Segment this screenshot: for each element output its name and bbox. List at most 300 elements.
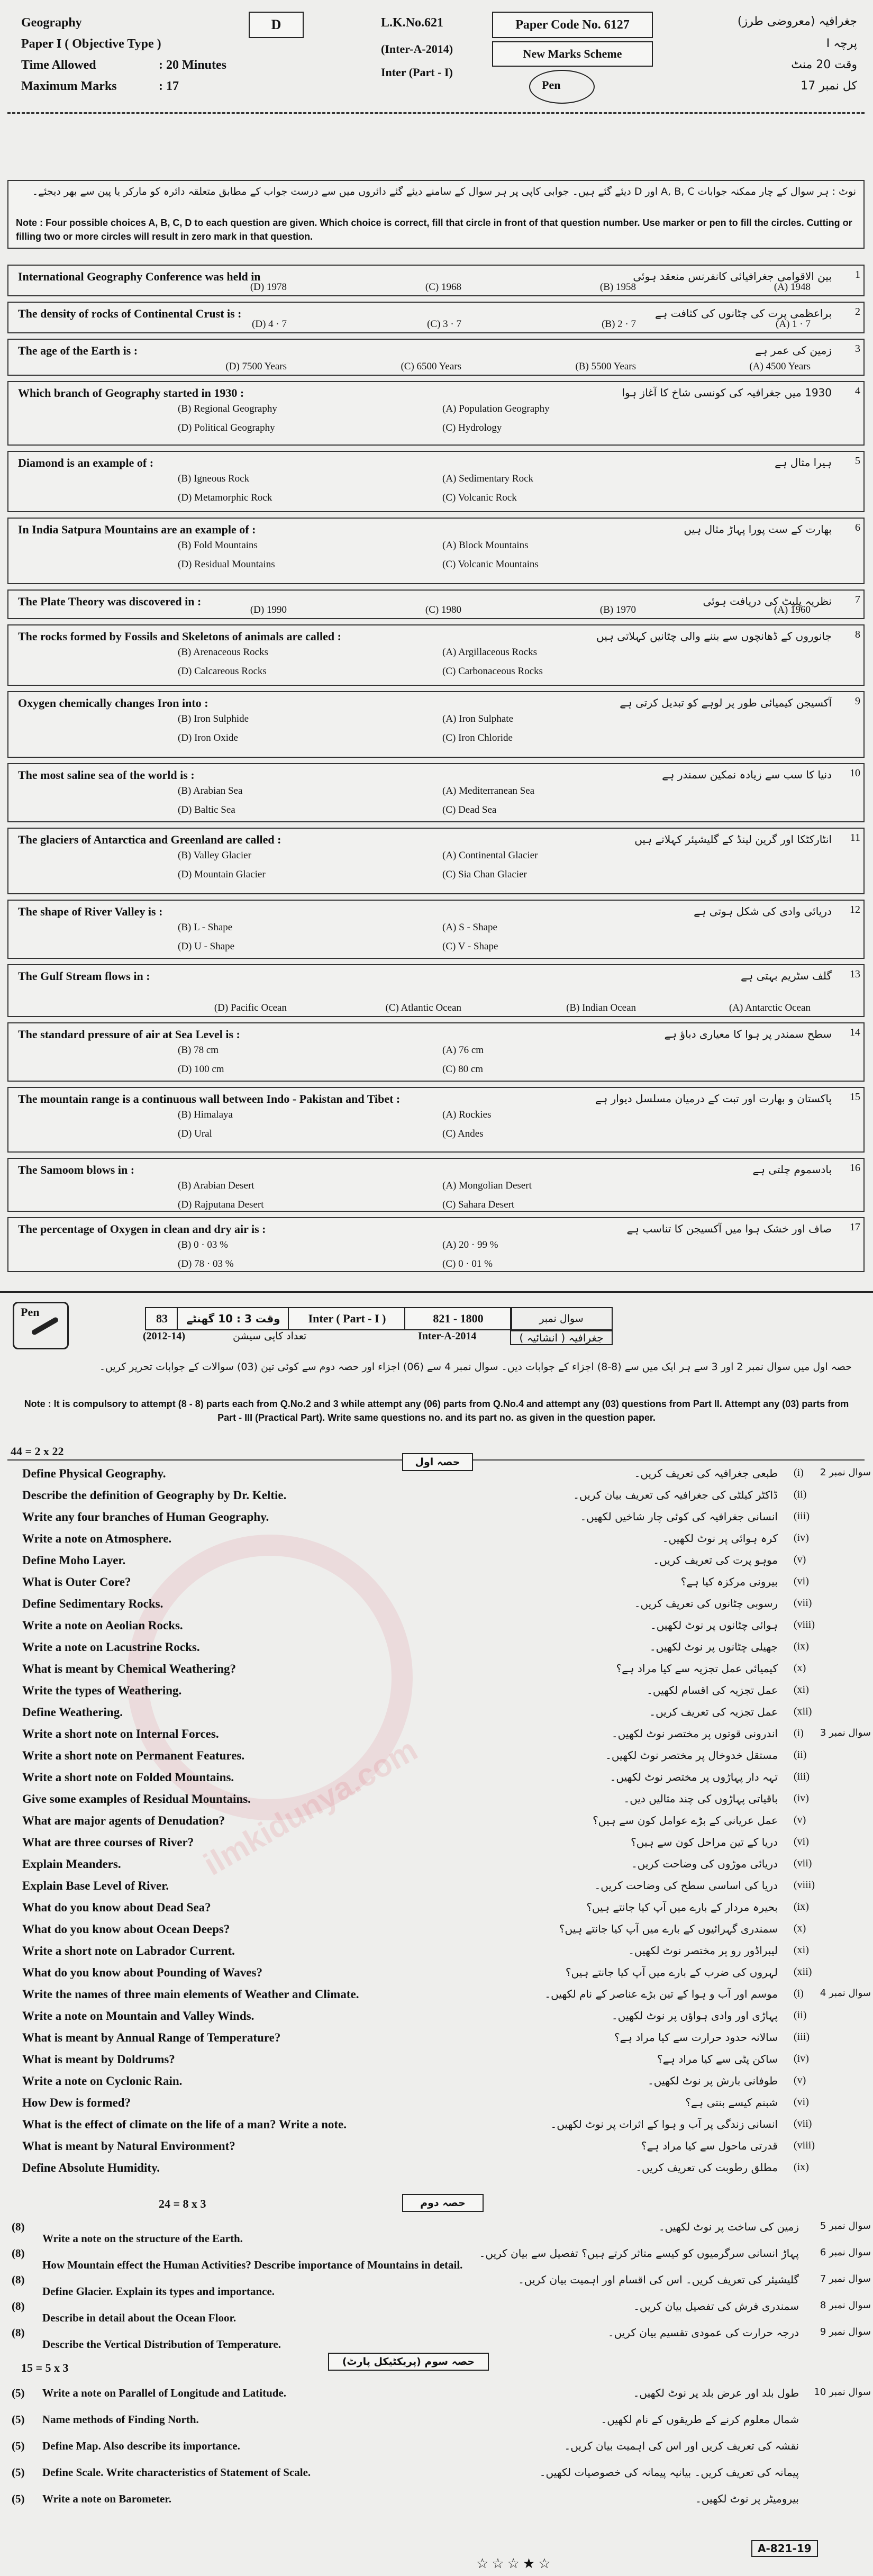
mcq-option[interactable]: (C) 0 · 01 % [442, 1258, 493, 1269]
short-question-ur: بحیرہ مردار کے بارے میں آپ کیا جانتے ہیں؟ [586, 1901, 778, 1913]
short-question-en: How Dew is formed? [22, 2096, 131, 2109]
mcq-option[interactable]: (B) Arenaceous Rocks [178, 647, 268, 658]
short-question-roman: (iii) [794, 1771, 810, 1782]
question-number: سوال نمبر 8 [820, 2300, 871, 2311]
mcq-number: 1 [855, 269, 860, 280]
mcq-item [7, 1022, 865, 1082]
short-question-en: Write a note on Cyclonic Rain. [22, 2074, 183, 2088]
short-question-en: Define Absolute Humidity. [22, 2161, 160, 2174]
mcq-option[interactable]: (D) U - Shape [178, 941, 235, 952]
mcq-question-en: The mountain range is a continuous wall between Indo - Pakistan and Tibet : [18, 1092, 401, 1105]
short-question-roman: (viii) [794, 1619, 815, 1630]
short-question-roman: (ix) [794, 1901, 809, 1912]
mcq-question-ur: صاف اور خشک ہوا میں آکسیجن کا تناسب ہے [626, 1222, 832, 1235]
mcq-number: 11 [850, 832, 860, 843]
note-box [7, 180, 865, 249]
mcq-number: 12 [850, 904, 860, 915]
short-question-roman: (i) [794, 1467, 804, 1479]
mcq-option[interactable]: (C) Dead Sea [442, 804, 497, 815]
section2-title: حصہ دوم [402, 2194, 484, 2212]
part-divider [0, 1291, 873, 1293]
mcq-question-en: Oxygen chemically changes Iron into : [18, 696, 208, 710]
short-question-ur: بیرونی مرکزہ کیا ہے؟ [680, 1575, 778, 1588]
part2-note-urdu: حصہ اول میں سوال نمبر 2 اور 3 سے ہر ایک میں سے (8-8) اجزاء کے جوابات دیں۔ سوال نمبر 4 سے (06) اجزاء اور حصہ دوم سے کوئی تین (03) سوالات کے جوابات تحریر کریں۔ [99, 1361, 852, 1373]
long-question-ur: گلیشیئر کی تعریف کریں۔ اس کی اقسام اور اہمیت بیان کریں۔ [518, 2273, 799, 2286]
pen-icon [31, 1317, 59, 1336]
mcq-question-en: The shape of River Valley is : [18, 905, 163, 918]
long-question-ur: سمندری فرش کی تفصیل بیان کریں۔ [633, 2300, 799, 2312]
pen-stamp [529, 70, 595, 104]
mcq-option[interactable]: (D) Metamorphic Rock [178, 492, 272, 503]
mcq-number: 14 [850, 1027, 860, 1038]
short-question-ur: باقیاتی پہاڑوں کی چند مثالیں دیں۔ [623, 1792, 778, 1805]
short-question-ur: عمل عریانی کے بڑے عوامل کون سے ہیں؟ [593, 1814, 778, 1827]
short-question-en: Explain Base Level of River. [22, 1879, 169, 1892]
mcq-option[interactable]: (C) Carbonaceous Rocks [442, 666, 543, 677]
mcq-question-ur: بادسموم چلتی ہے [752, 1163, 832, 1176]
pen-logo-2 [13, 1302, 69, 1349]
mcq-option[interactable]: (C) Sia Chan Glacier [442, 869, 527, 880]
short-question-en: Write a note on Atmosphere. [22, 1532, 172, 1545]
short-question-ur: دریا کی اساسی سطح کی وضاحت کریں۔ [594, 1879, 778, 1892]
section3-marks: 15 = 5 x 3 [21, 2361, 69, 2374]
group-box: D [249, 12, 304, 38]
note-urdu: نوٹ : ہر سوال کے چار ممکنہ جوابات A, B, C اور D دیئے گئے ہیں۔ جوابی کاپی پر ہر سوال کے سامنے دیئے گئے دائروں میں سے درست جواب کے مطابق متعلقہ دائرہ کو مارکر یا پین سے بھر دیجئے۔ [32, 186, 856, 197]
mcq-option[interactable]: (A) Block Mountains [442, 540, 529, 551]
mcq-option[interactable]: (C) Andes [442, 1128, 484, 1139]
mcq-option[interactable]: (C) V - Shape [442, 941, 498, 952]
section3-title: حصہ سوم (پریکٹیکل پارٹ) [328, 2353, 489, 2371]
mcq-option[interactable]: (A) Continental Glacier [442, 850, 538, 861]
short-question-ur: ساکن پٹی سے کیا مراد ہے؟ [657, 2053, 778, 2065]
short-question-en: What do you know about Ocean Deeps? [22, 1922, 230, 1936]
mcq-question-en: The glaciers of Antarctica and Greenland are called : [18, 833, 281, 846]
short-question-roman: (ii) [794, 1749, 807, 1761]
short-question-roman: (iii) [794, 2031, 810, 2043]
mcq-question-ur: بھارت کے ست پورا پہاڑ مثال ہیں [684, 523, 832, 536]
short-question-ur: ڈاکٹر کیلٹی کی جغرافیہ کی تعریف بیان کریں۔ [573, 1489, 778, 1501]
short-question-roman: (viii) [794, 1879, 815, 1891]
mcq-option[interactable]: (A) Population Geography [442, 403, 550, 414]
practical-question-marks: (5) [12, 2492, 25, 2505]
short-question-en: Write a note on Mountain and Valley Winds. [22, 2009, 254, 2022]
mcq-option[interactable]: (D) 7500 Years [225, 361, 287, 372]
short-question-en: What do you know about Pounding of Waves? [22, 1966, 262, 1979]
mcq-question-ur: زمین کی عمر ہے [755, 344, 832, 357]
mcq-option[interactable]: (C) Hydrology [442, 422, 502, 433]
inter-year-2: Inter-A-2014 [418, 1330, 477, 1342]
long-question-marks: (8) [12, 2326, 25, 2339]
long-question-en: Define Glacier. Explain its types and importance. [42, 2285, 275, 2298]
short-question-ur: مطلق رطوبت کی تعریف کریں۔ [635, 2161, 778, 2174]
paper-label: Paper I ( Objective Type ) [21, 37, 161, 51]
short-question-ur: موہو پرت کی تعریف کریں۔ [653, 1554, 778, 1566]
mcq-question-en: The Plate Theory was discovered in : [18, 595, 202, 608]
short-question-ur: انسانی زندگی پر آب و ہوا کے اثرات پر نوٹ لکھیں۔ [550, 2118, 778, 2130]
short-question-en: What are major agents of Denudation? [22, 1814, 225, 1827]
mcq-option[interactable]: (C) 1968 [425, 282, 461, 293]
practical-question-en: Write a note on Barometer. [42, 2492, 171, 2505]
part-label: Inter (Part - I) [381, 66, 453, 79]
mcq-option[interactable]: (D) Residual Mountains [178, 559, 275, 570]
short-question-ur: کرہ ہوائی پر نوٹ لکھیں۔ [662, 1532, 778, 1545]
note-english: Note : Four possible choices A, B, C, D to each question are given. Which choice is correct, fill that circle in front of that question number. Use marker or pen to fill the circles. Cutting or filling two or more circles will result in zero mark in that question. [16, 217, 852, 242]
short-question-roman: (vii) [794, 2118, 812, 2129]
short-question-ur: عمل تجزیہ کی اقسام لکھیں۔ [647, 1684, 778, 1697]
mcq-question-en: The Samoom blows in : [18, 1163, 135, 1176]
long-question-marks: (8) [12, 2300, 25, 2312]
short-question-en: Explain Meanders. [22, 1857, 121, 1871]
mcq-option[interactable]: (A) 1 · 7 [776, 319, 811, 330]
short-question-ur: تہہ دار پہاڑوں پر مختصر نوٹ لکھیں۔ [610, 1771, 778, 1783]
mcq-option[interactable]: (D) Ural [178, 1128, 212, 1139]
mcq-option[interactable]: (C) 3 · 7 [427, 319, 461, 330]
mcq-option[interactable]: (A) Sedimentary Rock [442, 473, 534, 484]
mcq-item [7, 1087, 865, 1153]
mcq-question-en: The standard pressure of air at Sea Level is : [18, 1028, 240, 1041]
mcq-item [7, 339, 865, 376]
mcq-option[interactable]: (B) Arabian Sea [178, 785, 243, 796]
mcq-item [7, 624, 865, 686]
question-number: سوال نمبر 2 [820, 1467, 871, 1478]
mcq-number: 10 [850, 767, 860, 779]
long-question-en: Write a note on the structure of the Earth. [42, 2232, 243, 2245]
mcq-question-ur: ہیرا مثال ہے [775, 456, 832, 469]
pen-logo-2-text: Pen [21, 1305, 40, 1319]
mcq-item [7, 1158, 865, 1212]
mcq-number: 2 [855, 306, 860, 318]
mcq-option[interactable]: (B) Regional Geography [178, 403, 277, 414]
question-number: سوال نمبر 10 [814, 2387, 871, 2398]
mcq-option[interactable]: (B) 1958 [599, 282, 636, 293]
mcq-item [7, 900, 865, 959]
mcq-option[interactable]: (D) 4 · 7 [252, 319, 287, 330]
mcq-option[interactable]: (A) 20 · 99 % [442, 1239, 498, 1250]
mcq-question-en: The age of the Earth is : [18, 344, 138, 357]
long-question-ur: پہاڑ انسانی سرگرمیوں کو کیسے متاثر کرتے ہیں؟ تفصیل سے بیان کریں۔ [479, 2247, 799, 2260]
part2-note-english: Note : It is compulsory to attempt (8 - 8) parts each from Q.No.2 and 3 while attempt any (06) parts from Q.No.4 and attempt any (03) questions from Part II. Attempt any (03) parts from Part - III (Practical Part). Write same questions no. and its part no. as given in the question paper. [24, 1399, 849, 1423]
mcq-item [7, 828, 865, 894]
mcq-number: 13 [850, 968, 860, 980]
long-question-en: Describe in detail about the Ocean Floor. [42, 2311, 237, 2324]
short-question-ur: موسم اور آب و ہوا کے تین بڑے عناصر کے نام لکھیں۔ [544, 1988, 778, 2000]
mcq-question-ur: گلف سٹریم بہتی ہے [740, 969, 832, 982]
mcq-option[interactable]: (A) 4500 Years [749, 361, 811, 372]
short-question-ur: طوفانی بارش پر نوٹ لکھیں۔ [648, 2074, 778, 2087]
short-question-roman: (vi) [794, 2096, 809, 2108]
short-question-ur: سمندری گہرائیوں کے بارے میں آپ کیا جانتے ہیں؟ [559, 1922, 778, 1935]
short-question-en: Define Weathering. [22, 1706, 123, 1719]
mcq-option[interactable]: (D) 78 · 03 % [178, 1258, 234, 1269]
question-number: سوال نمبر 5 [820, 2220, 871, 2232]
section2-marks: 24 = 8 x 3 [159, 2197, 206, 2210]
long-question-marks: (8) [12, 2247, 25, 2260]
time-label: Time Allowed [21, 58, 96, 72]
mcq-question-ur: دریائی وادی کی شکل ہوتی ہے [694, 905, 832, 918]
mcq-question-en: Diamond is an example of : [18, 456, 154, 469]
mcq-question-en: The Gulf Stream flows in : [18, 969, 150, 983]
mcq-question-en: The most saline sea of the world is : [18, 768, 195, 782]
short-question-en: Define Sedimentary Rocks. [22, 1597, 163, 1610]
mcq-item [7, 381, 865, 446]
mcq-question-en: The rocks formed by Fossils and Skeletons of animals are called : [18, 630, 341, 643]
ur-time: وقت 20 منٹ [791, 58, 857, 71]
short-question-roman: (xi) [794, 1684, 809, 1695]
long-question-marks: (8) [12, 2220, 25, 2233]
mcq-option[interactable]: (D) Pacific Ocean [214, 1002, 287, 1013]
short-question-ur: دریا کے تین مراحل کون سے ہیں؟ [631, 1836, 778, 1848]
short-question-roman: (ii) [794, 2009, 807, 2021]
mcq-option[interactable]: (C) 6500 Years [401, 361, 461, 372]
mcq-option[interactable]: (B) Valley Glacier [178, 850, 251, 861]
short-question-en: Define Physical Geography. [22, 1467, 166, 1480]
mcq-number: 9 [855, 695, 860, 707]
short-question-en: What is Outer Core? [22, 1575, 131, 1589]
short-question-roman: (ix) [794, 2161, 809, 2173]
short-question-roman: (xii) [794, 1966, 812, 1978]
mcq-question-ur: براعظمی پرت کی چٹانوں کی کثافت ہے [654, 307, 832, 320]
practical-question-en: Define Scale. Write characteristics of Statement of Scale. [42, 2466, 311, 2479]
watermark-text: ilmkidunya.com [197, 1731, 423, 1882]
mcq-question-ur: پاکستان و بھارت اور تبت کے درمیان مسلسل دیوار ہے [595, 1092, 832, 1105]
short-question-ur: کیمیائی عمل تجزیہ سے کیا مراد ہے؟ [616, 1662, 778, 1675]
question-number: سوال نمبر 4 [820, 1988, 871, 1999]
question-number: سوال نمبر 3 [820, 1727, 871, 1738]
mcq-question-ur: بین الاقوامی جغرافیائی کانفرنس منعقد ہوئی [633, 270, 832, 283]
short-question-ur: طبعی جغرافیہ کی تعریف کریں۔ [634, 1467, 778, 1480]
subject-urdu-2: جغرافیہ ( انشائیہ ) [510, 1330, 613, 1345]
short-question-ur: شبنم کیسے بنتی ہے؟ [685, 2096, 778, 2109]
mcq-number: 5 [855, 455, 860, 467]
short-question-ur: مستقل خدوخال پر مختصر نوٹ لکھیں۔ [605, 1749, 778, 1762]
mcq-option[interactable]: (C) Iron Chloride [442, 732, 513, 743]
short-question-ur: لہروں کی ضرب کے بارے میں آپ کیا جانتے ہیں؟ [565, 1966, 778, 1979]
mcq-question-en: Which branch of Geography started in 1930 : [18, 386, 244, 400]
mcq-number: 8 [855, 629, 860, 640]
ur-paper: پرچہ I [826, 37, 857, 50]
lk-number: L.K.No.621 [381, 16, 444, 30]
mcq-item [7, 691, 865, 758]
section-box: سوال نمبر [510, 1307, 613, 1330]
mcq-option[interactable]: (B) Fold Mountains [178, 540, 258, 551]
mcq-question-ur: انٹارکٹکا اور گرین لینڈ کے گلیشیئر کہلاتے ہیں [634, 833, 832, 846]
mcq-option[interactable]: (D) Mountain Glacier [178, 869, 266, 880]
short-question-roman: (v) [794, 2074, 806, 2086]
section1-marks: 44 = 2 x 22 [11, 1445, 64, 1458]
mcq-option[interactable]: (A) Rockies [442, 1109, 492, 1120]
practical-question-ur: طول بلد اور عرض بلد پر نوٹ لکھیں۔ [633, 2387, 799, 2399]
mcq-option[interactable]: (B) 5500 Years [575, 361, 636, 372]
short-question-en: Write a note on Aeolian Rocks. [22, 1619, 183, 1632]
mcq-item [7, 451, 865, 512]
short-question-en: What is the effect of climate on the life of a man? Write a note. [22, 2118, 347, 2131]
mcq-question-ur: سطح سمندر پر ہوا کا معیاری دباؤ ہے [664, 1028, 832, 1040]
short-question-en: Write any four branches of Human Geography. [22, 1510, 269, 1523]
short-question-roman: (vi) [794, 1575, 809, 1587]
mcq-question-ur: دنیا کا سب سے زیادہ نمکین سمندر ہے [662, 768, 832, 781]
lk-box: 821 - 1800 [404, 1307, 512, 1330]
mcq-option[interactable]: (D) Iron Oxide [178, 732, 238, 743]
short-question-en: Give some examples of Residual Mountains. [22, 1792, 251, 1806]
mcq-number: 3 [855, 343, 860, 355]
short-question-roman: (vi) [794, 1836, 809, 1847]
short-question-ur: ہوائی چٹانوں پر نوٹ لکھیں۔ [650, 1619, 778, 1631]
mcq-option[interactable]: (D) 1990 [250, 604, 287, 615]
mcq-option[interactable]: (B) 1970 [599, 604, 636, 615]
short-question-roman: (ix) [794, 1640, 809, 1652]
mcq-option[interactable]: (B) Indian Ocean [566, 1002, 636, 1013]
short-question-roman: (iv) [794, 2053, 809, 2064]
practical-question-marks: (5) [12, 2439, 25, 2452]
short-question-roman: (xi) [794, 1944, 809, 1956]
mcq-question-en: International Geography Conference was held in [18, 270, 261, 283]
mcq-option[interactable]: (A) Antarctic Ocean [729, 1002, 811, 1013]
mcq-option[interactable]: (B) 2 · 7 [602, 319, 636, 330]
short-question-ur: عمل تجزیہ کی تعریف کریں۔ [649, 1706, 778, 1718]
mcq-option[interactable]: (B) Igneous Rock [178, 473, 250, 484]
mcq-item [7, 964, 865, 1017]
mcq-option[interactable]: (A) Argillaceous Rocks [442, 647, 538, 658]
long-question-marks: (8) [12, 2273, 25, 2286]
mcq-item [7, 1217, 865, 1272]
short-question-roman: (iv) [794, 1532, 809, 1544]
mcq-option[interactable]: (A) 76 cm [442, 1045, 484, 1056]
short-question-ur: لیبراڈور رو پر مختصر نوٹ لکھیں۔ [628, 1944, 778, 1957]
short-question-en: What is meant by Chemical Weathering? [22, 1662, 236, 1675]
short-question-en: Write the names of three main elements of Weather and Climate. [22, 1988, 359, 2001]
mcq-option[interactable]: (C) Volcanic Mountains [442, 559, 539, 570]
time-value: : 20 Minutes [159, 58, 226, 72]
short-question-ur: جھیلی چٹانوں پر نوٹ لکھیں۔ [649, 1640, 778, 1653]
short-question-roman: (iv) [794, 1792, 809, 1804]
short-question-roman: (viii) [794, 2139, 815, 2151]
mcq-number: 15 [850, 1091, 860, 1103]
mcq-number: 6 [855, 522, 860, 533]
practical-question-marks: (5) [12, 2466, 25, 2479]
mcq-option[interactable]: (B) Arabian Desert [178, 1180, 254, 1191]
short-question-roman: (v) [794, 1554, 806, 1565]
short-question-roman: (x) [794, 1662, 806, 1674]
mcq-question-en: The density of rocks of Continental Crust is : [18, 307, 242, 320]
long-question-ur: درجہ حرارت کی عمودی تقسیم بیان کریں۔ [607, 2326, 799, 2339]
short-question-ur: انسانی جغرافیہ کی کوئی چار شاخیں لکھیں۔ [580, 1510, 778, 1523]
marks-label: Maximum Marks [21, 79, 117, 93]
inter-year: (Inter-A-2014) [381, 42, 453, 56]
footer-stars: ☆☆☆★☆ [476, 2556, 554, 2571]
short-question-en: Describe the definition of Geography by Dr. Keltie. [22, 1489, 287, 1502]
mcq-option[interactable]: (B) Iron Sulphide [178, 713, 249, 724]
long-question-en: How Mountain effect the Human Activities? Describe importance of Mountains in detail. [42, 2258, 463, 2271]
section1-title: حصہ اول [402, 1453, 473, 1471]
mcq-item [7, 302, 865, 333]
short-question-roman: (vii) [794, 1597, 812, 1609]
question-number: سوال نمبر 9 [820, 2326, 871, 2337]
session-urdu: تعداد کاپی سیشن [233, 1330, 307, 1342]
mcq-option[interactable]: (C) Volcanic Rock [442, 492, 517, 503]
short-question-roman: (v) [794, 1814, 806, 1826]
practical-question-marks: (5) [12, 2413, 25, 2426]
mcq-number: 4 [855, 385, 860, 397]
mcq-item [7, 589, 865, 619]
ur-subject: جغرافیہ (معروضی طرز) [737, 15, 857, 28]
mcq-option[interactable]: (A) Mongolian Desert [442, 1180, 532, 1191]
long-question-ur: زمین کی ساخت پر نوٹ لکھیں۔ [658, 2220, 799, 2233]
mcq-option[interactable]: (C) Sahara Desert [442, 1199, 515, 1210]
long-question-en: Describe the Vertical Distribution of Temperature. [42, 2338, 281, 2351]
time-box: وقت 3 : 10 گھنٹے [177, 1307, 290, 1330]
mcq-question-ur: نظریہ پلیٹ کی دریافت ہوئی [703, 595, 832, 607]
mcq-option[interactable]: (C) Atlantic Ocean [385, 1002, 461, 1013]
short-question-ur: اندرونی قوتوں پر مختصر نوٹ لکھیں۔ [611, 1727, 778, 1740]
mcq-option[interactable]: (A) 1960 [774, 604, 811, 615]
short-question-en: What is meant by Natural Environment? [22, 2139, 235, 2153]
practical-question-ur: بیرومیٹر پر نوٹ لکھیں۔ [695, 2492, 799, 2505]
short-question-roman: (ii) [794, 1489, 807, 1500]
short-question-en: Write a short note on Permanent Features. [22, 1749, 245, 1762]
short-question-en: What is meant by Annual Range of Temperature? [22, 2031, 281, 2044]
mcq-option[interactable]: (D) Rajputana Desert [178, 1199, 264, 1210]
mcq-option[interactable]: (D) Political Geography [178, 422, 275, 433]
mcq-number: 7 [855, 594, 860, 605]
mcq-option[interactable]: (C) 1980 [425, 604, 461, 615]
mcq-option[interactable]: (A) Mediterranean Sea [442, 785, 535, 796]
paper-code-box: Paper Code No. 6127 [492, 12, 653, 38]
mcq-option[interactable]: (A) S - Shape [442, 922, 497, 933]
mcq-question-ur: 1930 میں جغرافیہ کی کونسی شاخ کا آغاز ہوا [622, 386, 832, 399]
mcq-option[interactable]: (D) 100 cm [178, 1064, 224, 1075]
part-box: Inter ( Part - I ) [288, 1307, 406, 1330]
practical-question-en: Write a note on Parallel of Longitude and Latitude. [42, 2387, 287, 2399]
short-question-roman: (i) [794, 1727, 804, 1739]
short-question-ur: پہاڑی اور وادی ہواؤں پر نوٹ لکھیں۔ [611, 2009, 778, 2022]
ur-marks: کل نمبر 17 [801, 79, 857, 93]
mcq-question-ur: جانوروں کے ڈھانچوں سے بننے والی چٹانیں کہلاتی ہیں [596, 630, 832, 642]
mcq-question-en: The percentage of Oxygen in clean and dry air is : [18, 1222, 266, 1236]
marks-scheme-box: New Marks Scheme [492, 41, 653, 67]
mcq-number: 17 [850, 1221, 860, 1233]
mcq-option[interactable]: (A) Iron Sulphate [442, 713, 514, 724]
short-question-roman: (iii) [794, 1510, 810, 1522]
short-question-ur: رسوبی چٹانوں کی تعریف کریں۔ [634, 1597, 778, 1610]
mcq-option[interactable]: (D) Baltic Sea [178, 804, 235, 815]
mcq-option[interactable]: (A) 1948 [774, 282, 811, 293]
mcq-item [7, 518, 865, 584]
short-question-en: Write a short note on Folded Mountains. [22, 1771, 234, 1784]
practical-question-ur: نقشہ کی تعریف کریں اور اس کی اہمیت بیان کریں۔ [564, 2439, 799, 2452]
practical-question-ur: شمال معلوم کرنے کے طریقوں کے نام لکھیں۔ [601, 2413, 799, 2426]
mcq-number: 16 [850, 1162, 860, 1174]
mcq-option[interactable]: (D) 1978 [250, 282, 287, 293]
short-question-ur: سالانہ حدود حرارت سے کیا مراد ہے؟ [614, 2031, 778, 2044]
short-question-en: What are three courses of River? [22, 1836, 194, 1849]
session: (2012-14) [143, 1330, 185, 1342]
mcq-item [7, 265, 865, 296]
short-question-en: Write a short note on Labrador Current. [22, 1944, 235, 1957]
mcq-option[interactable]: (C) 80 cm [442, 1064, 484, 1075]
short-question-roman: (i) [794, 1988, 804, 1999]
mcq-option[interactable]: (B) 0 · 03 % [178, 1239, 228, 1250]
mcq-option[interactable]: (D) Calcareous Rocks [178, 666, 267, 677]
mcq-option[interactable]: (B) Himalaya [178, 1109, 233, 1120]
question-number: سوال نمبر 6 [820, 2247, 871, 2258]
mcq-question-en: In India Satpura Mountains are an example of : [18, 523, 256, 536]
short-question-roman: (vii) [794, 1857, 812, 1869]
short-question-roman: (x) [794, 1922, 806, 1934]
header-divider [7, 112, 865, 114]
mcq-option[interactable]: (B) 78 cm [178, 1045, 219, 1056]
mcq-option[interactable]: (B) L - Shape [178, 922, 233, 933]
short-question-roman: (xii) [794, 1706, 812, 1717]
